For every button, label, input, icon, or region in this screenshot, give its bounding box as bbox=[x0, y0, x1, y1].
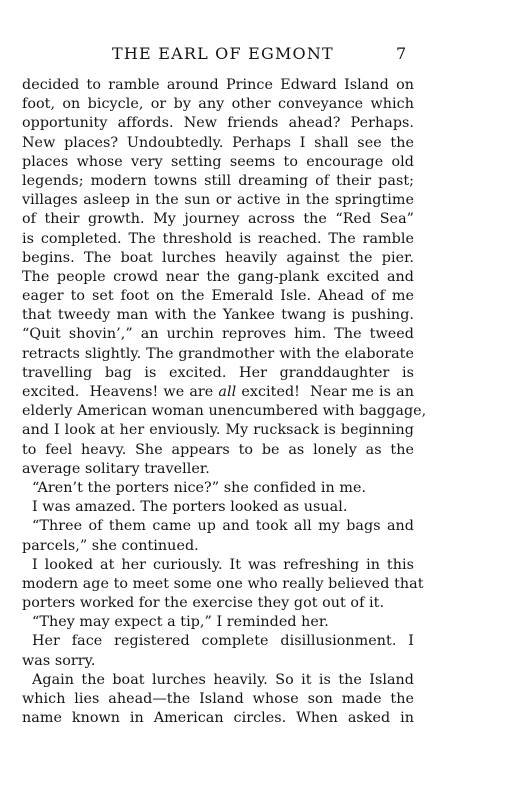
text-line: begins. The boat lurches heavily against the pier. bbox=[22, 249, 414, 266]
text-line: The people crowd near the gang-plank excited and bbox=[22, 268, 414, 285]
text-line: eager to set foot on the Emerald Isle. Ahead of me bbox=[22, 288, 414, 305]
text-line: “They may expect a tip,” I reminded her. bbox=[32, 614, 329, 631]
text-line: retracts slightly. The grandmother with the elaborate bbox=[22, 345, 414, 362]
text-line: I looked at her curiously. It was refreshing in this bbox=[32, 556, 414, 573]
text-line: legends; modern towns still dreaming of their past; bbox=[22, 172, 414, 189]
text-line: New places? Undoubtedly. Perhaps I shall see the bbox=[22, 134, 414, 151]
text-line: Her face registered complete disillusionment. I bbox=[32, 633, 414, 650]
text-line: of their growth. My journey across the “Red Sea” bbox=[22, 211, 414, 228]
text-line: is completed. The threshold is reached. The ramble bbox=[22, 230, 414, 247]
text-segment: excited! Near me is an bbox=[236, 384, 414, 400]
text-line: villages asleep in the sun or active in the springtime bbox=[22, 192, 414, 209]
text-line: which lies ahead—the Island whose son made the bbox=[22, 691, 414, 707]
text-line: was sorry. bbox=[22, 652, 96, 669]
text-line bbox=[22, 383, 414, 402]
text-line: “Quit shovin’,” an urchin reproves him. The tweed bbox=[22, 326, 414, 343]
text-line: places whose very setting seems to encourage old bbox=[22, 153, 414, 170]
text-line: travelling bag is excited. Her granddaughter is bbox=[22, 364, 414, 381]
text-line: that tweedy man with the Yankee twang is pushing. bbox=[22, 307, 414, 324]
text-line: Again the boat lurches heavily. So it is the Island bbox=[32, 671, 414, 688]
text-line: “Aren’t the porters nice?” she confided in me. bbox=[32, 479, 367, 496]
page-number: 7 bbox=[396, 44, 407, 63]
text-line: name known in American circles. When asked in bbox=[22, 710, 414, 727]
text-line: I was amazed. The porters looked as usual. bbox=[32, 499, 348, 516]
text-line: “Three of them came up and took all my bags and bbox=[32, 518, 414, 535]
text-line: elderly American woman unencumbered with baggage, bbox=[22, 403, 427, 420]
text-line: foot, on bicycle, or by any other conveyance which bbox=[22, 96, 414, 113]
chapter-title: THE EARL OF EGMONT bbox=[112, 44, 334, 63]
running-head bbox=[22, 44, 412, 66]
body-text bbox=[22, 76, 427, 728]
text-line: opportunity affords. New friends ahead? Perhaps. bbox=[22, 115, 414, 132]
text-segment: excited. Heavens! we are bbox=[22, 384, 219, 400]
text-line: decided to ramble around Prince Edward Island on bbox=[22, 77, 414, 93]
text-line: parcels,” she continued. bbox=[22, 537, 199, 554]
text-line: porters worked for the exercise they got out of it. bbox=[22, 595, 385, 612]
text-line: and I look at her enviously. My rucksack is beginning bbox=[22, 422, 414, 439]
text-line: modern age to meet some one who really believed that bbox=[22, 575, 424, 592]
text-line: to feel heavy. She appears to be as lonely as the bbox=[22, 441, 414, 458]
emphasized-word: all bbox=[218, 384, 237, 400]
text-line: average solitary traveller. bbox=[22, 460, 210, 477]
